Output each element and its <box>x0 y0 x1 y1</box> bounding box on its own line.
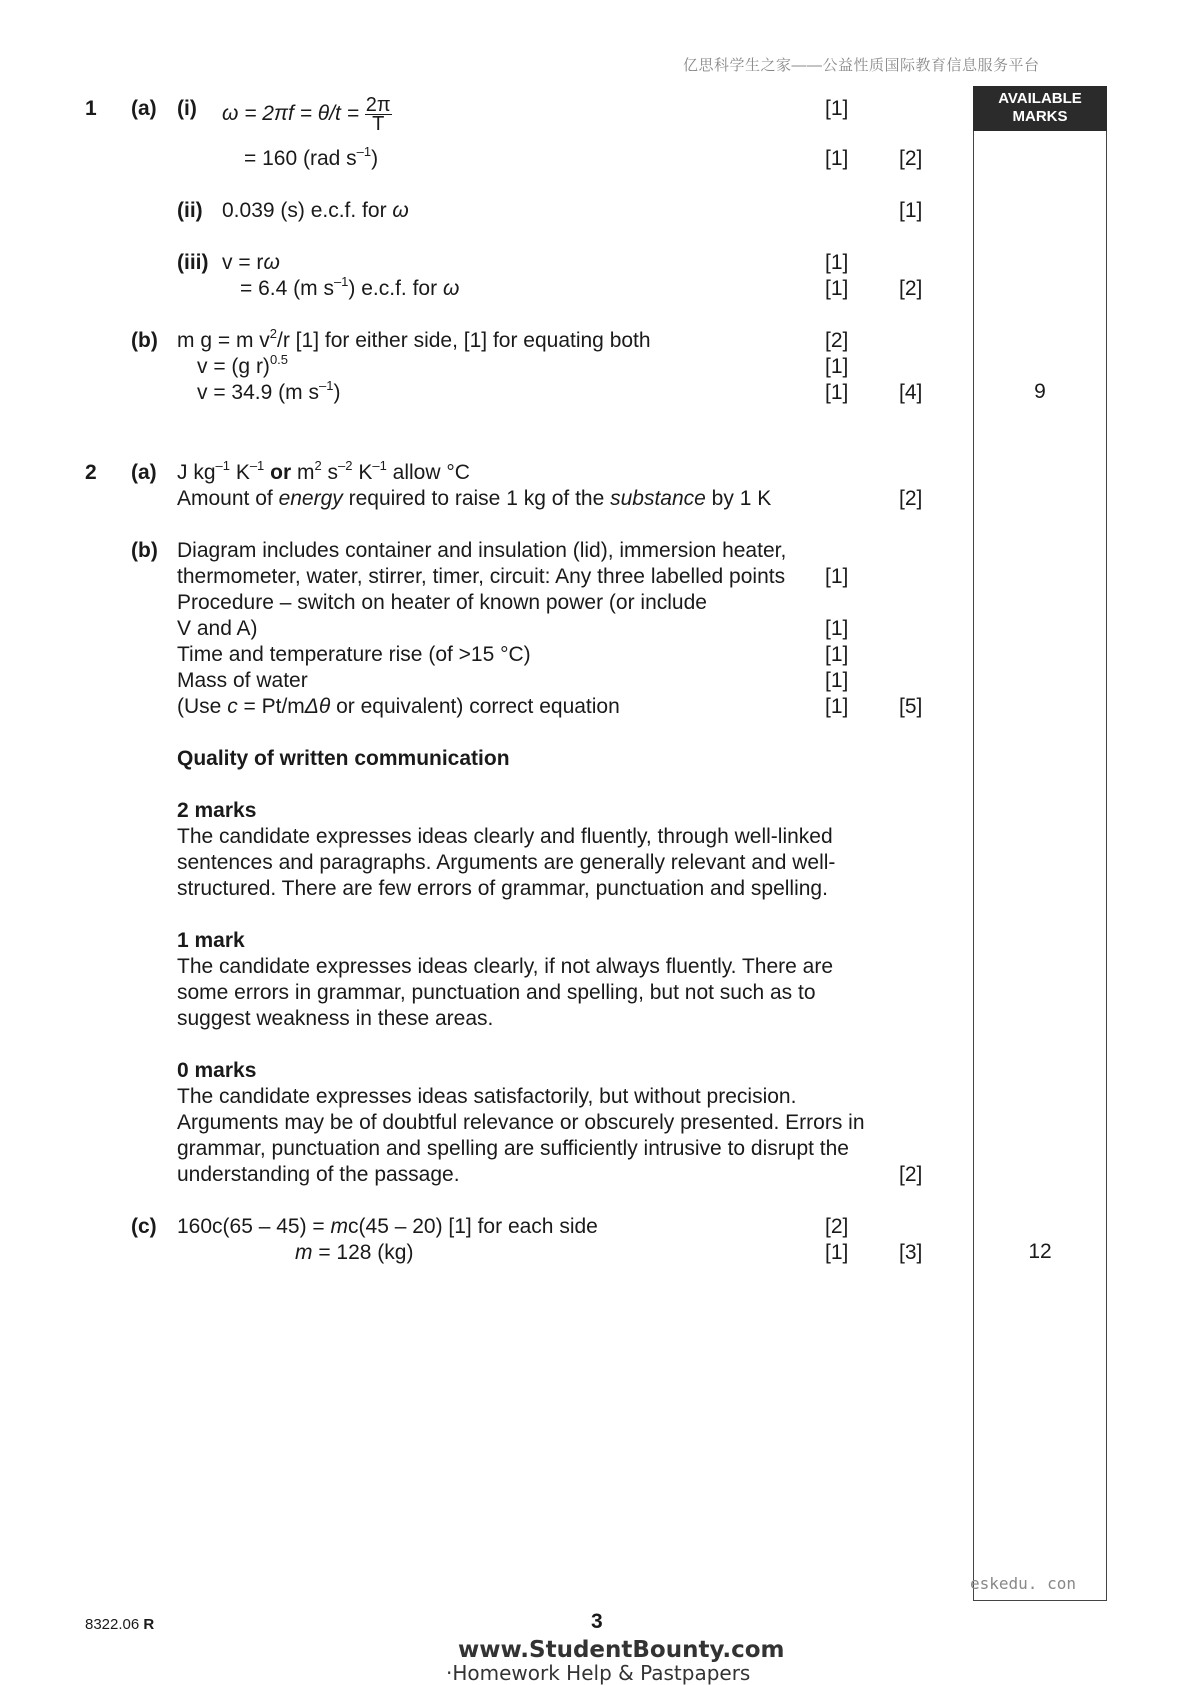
mark: [2] <box>825 1215 849 1238</box>
q2-a-line1 <box>177 460 470 486</box>
superscript: –2 <box>338 458 353 473</box>
two-marks-description: The candidate expresses ideas clearly and fluently, through well-linked sentences and paragraphs. Arguments are generally relevant and well-structured. There are few errors of grammar, punctuation and spelling. <box>177 825 836 900</box>
q1-a-iii-label: (iii) <box>177 251 209 274</box>
text: J kg <box>177 461 216 484</box>
q1-a-i-line1 <box>222 96 392 133</box>
part-total: [3] <box>899 1241 923 1264</box>
q2-c-label: (c) <box>131 1215 157 1238</box>
q2-a-line2 <box>177 486 771 512</box>
q2-b-line1: Diagram includes container and insulation (lid), immersion heater, <box>177 539 787 562</box>
q2-a-label: (a) <box>131 461 157 484</box>
site-note: 亿思科学生之家——公益性质国际教育信息服务平台 <box>683 57 1040 74</box>
q2-b-line7 <box>177 694 620 720</box>
text: v = (g r) <box>197 355 270 378</box>
q2-c-line2 <box>295 1240 413 1266</box>
superscript: 2 <box>269 326 278 341</box>
text: K <box>352 461 373 484</box>
q2-b-line2: thermometer, water, stirrer, timer, circuit: Any three labelled points <box>177 565 786 588</box>
m-symbol: m <box>330 1215 349 1238</box>
mark: [1] <box>825 617 849 640</box>
omega-symbol: ω <box>392 199 409 222</box>
text: (Use <box>177 695 228 718</box>
text: = 160 (rad s <box>244 147 357 170</box>
code-suffix: R <box>143 1616 155 1633</box>
text: = 128 (kg) <box>312 1241 414 1264</box>
q2-b-line4: V and A) <box>177 617 258 640</box>
q1-b-label: (b) <box>131 329 158 352</box>
q1-a-label: (a) <box>131 97 157 120</box>
text: or equivalent) correct equation <box>330 695 620 718</box>
fraction-numerator: 2π <box>365 94 391 116</box>
page-number: 3 <box>591 1610 603 1633</box>
zero-marks-heading: 0 marks <box>177 1059 257 1082</box>
text: m g = m v <box>177 329 270 352</box>
q2-number: 2 <box>85 461 97 484</box>
zero-marks-description: The candidate expresses ideas satisfactorily, but without precision. Arguments may be of doubtful relevance or obscurely presented. Errors in grammar, punctuation and spelling are sufficiently intrusive to disrupt the understanding of the passage. <box>177 1085 865 1186</box>
c-symbol: c <box>227 695 238 718</box>
text: ) e.c.f. for <box>348 277 443 300</box>
watermark-text: eskedu. con <box>970 1574 1076 1593</box>
text: v = 34.9 (m s <box>197 381 319 404</box>
part-total: [2] <box>899 487 923 510</box>
q2-available-marks: 12 <box>1028 1240 1052 1263</box>
part-total: [5] <box>899 695 923 718</box>
omega-symbol: ω <box>263 251 280 274</box>
q1-number: 1 <box>85 97 97 120</box>
text: Amount of <box>177 487 279 510</box>
q1-b-line3 <box>197 380 340 406</box>
mark: [1] <box>825 1241 849 1264</box>
text: s <box>321 461 339 484</box>
marks-label: MARKS <box>1012 108 1068 125</box>
text: 0.039 (s) e.c.f. for <box>222 199 393 222</box>
mark: [1] <box>825 565 849 588</box>
part-total: [4] <box>899 381 923 404</box>
mark: [1] <box>825 669 849 692</box>
q2-b-line6: Mass of water <box>177 669 308 692</box>
studentbounty-url: www.StudentBounty.com <box>458 1637 785 1663</box>
q1-a-ii-text <box>222 198 409 224</box>
mark: [1] <box>825 381 849 404</box>
code-text: 8322.06 <box>85 1616 144 1633</box>
mark: [1] <box>825 355 849 378</box>
part-total: [2] <box>899 147 923 170</box>
available-marks-header <box>973 86 1107 131</box>
text: ) <box>371 147 379 170</box>
superscript: –1 <box>333 274 349 289</box>
q1-available-marks: 9 <box>1034 380 1046 403</box>
q1-a-iii-line1 <box>222 250 280 276</box>
superscript: –1 <box>356 144 372 159</box>
text: m <box>296 461 315 484</box>
text: K <box>229 461 250 484</box>
part-total: [2] <box>899 277 923 300</box>
superscript: 0.5 <box>269 352 289 367</box>
two-pi-over-t-fraction <box>365 96 392 133</box>
available-marks-column <box>973 86 1107 1601</box>
superscript: –1 <box>372 458 387 473</box>
or-keyword: or <box>264 461 297 484</box>
mark: [1] <box>825 251 849 274</box>
superscript: 2 <box>314 458 322 473</box>
mark: [1] <box>825 643 849 666</box>
one-mark-description: The candidate expresses ideas clearly, if not always fluently. There are some errors in grammar, punctuation and spelling, but not such as to suggest weakness in these areas. <box>177 955 834 1030</box>
mark: [1] <box>825 277 849 300</box>
qwc-heading: Quality of written communication <box>177 747 510 770</box>
omega-equation: ω = 2πf = θ/t = <box>222 102 365 125</box>
substance-word: substance <box>610 487 706 510</box>
superscript: –1 <box>249 458 265 473</box>
q1-b-line2 <box>197 354 288 380</box>
omega-symbol: ω <box>442 277 460 300</box>
q2-c-line1 <box>177 1214 598 1240</box>
q2-b-line5: Time and temperature rise (of >15 °C) <box>177 643 531 666</box>
m-symbol: m <box>295 1241 313 1264</box>
part-total: [1] <box>899 199 923 222</box>
text: v = r <box>222 251 264 274</box>
text: = 6.4 (m s <box>240 277 334 300</box>
text: 160c(65 – 45) = <box>177 1215 331 1238</box>
q2-b-label: (b) <box>131 539 158 562</box>
text: by 1 K <box>705 487 772 510</box>
q1-a-iii-line2 <box>240 276 459 302</box>
mark: [1] <box>825 147 849 170</box>
text: allow °C <box>386 461 470 484</box>
delta-theta-symbol: Δθ <box>304 695 331 718</box>
two-marks-heading: 2 marks <box>177 799 257 822</box>
q1-a-ii-label: (ii) <box>177 199 203 222</box>
one-mark-heading: 1 mark <box>177 929 245 952</box>
studentbounty-tagline: ·Homework Help & Pastpapers <box>446 1661 751 1685</box>
text: /r [1] for either side, [1] for equating both <box>277 329 651 352</box>
mark: [2] <box>825 329 849 352</box>
mark: [1] <box>825 97 849 120</box>
superscript: –1 <box>215 458 230 473</box>
text: required to raise 1 kg of the <box>342 487 611 510</box>
paper-code <box>85 1616 154 1633</box>
available-label: AVAILABLE <box>998 90 1082 107</box>
text: c(45 – 20) [1] for each side <box>348 1215 598 1238</box>
text: ) <box>333 381 341 404</box>
text: = Pt/m <box>237 695 305 718</box>
mark: [1] <box>825 695 849 718</box>
q2-b-line3: Procedure – switch on heater of known power (or include <box>177 591 707 614</box>
q1-a-i-line2 <box>244 146 378 172</box>
q1-b-line1 <box>177 328 651 354</box>
superscript: –1 <box>318 378 334 393</box>
energy-word: energy <box>278 487 343 510</box>
fraction-denominator: T <box>372 113 385 135</box>
part-total: [2] <box>899 1163 923 1186</box>
q1-a-i-label: (i) <box>177 97 197 120</box>
